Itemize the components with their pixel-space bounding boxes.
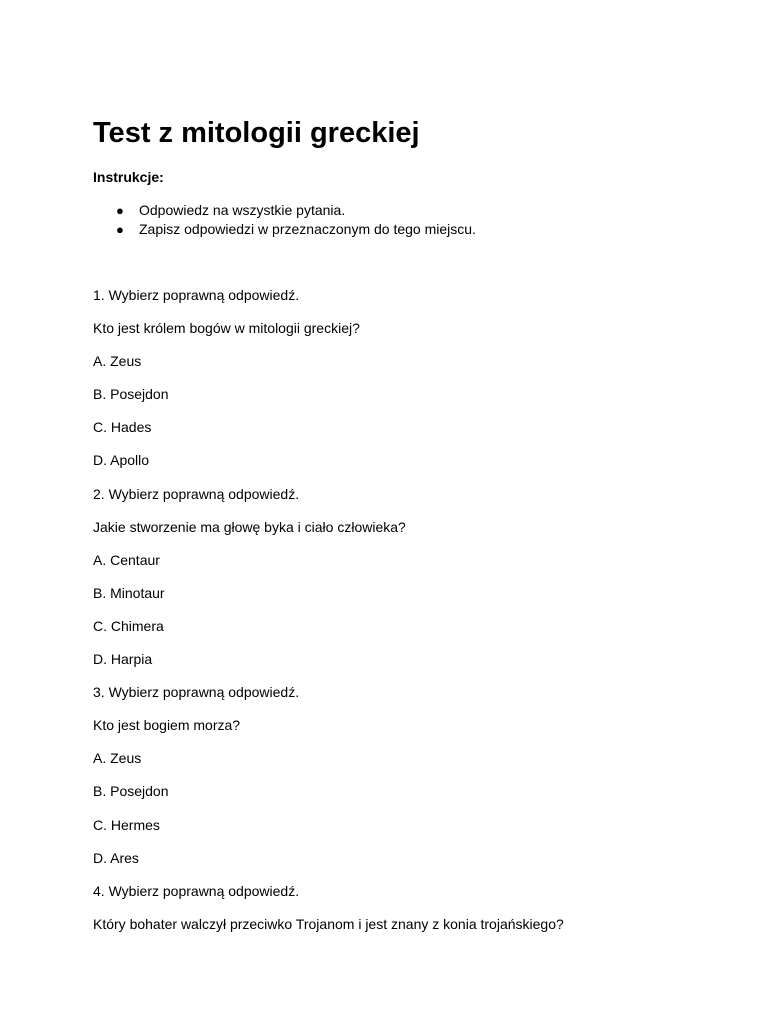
question-text: Jakie stworzenie ma głowę byka i ciało człowieka? — [93, 518, 406, 535]
question-text: Kto jest bogiem morza? — [93, 717, 241, 734]
answer-option: D. Ares — [93, 849, 139, 866]
answer-option: B. Posejdon — [93, 783, 169, 800]
bullet-icon: ● — [116, 222, 124, 237]
instruction-text: Zapisz odpowiedzi w przeznaczonym do tego miejscu. — [139, 221, 476, 237]
answer-option: A. Zeus — [93, 353, 142, 370]
question-text: Kto jest królem bogów w mitologii greckiej? — [93, 320, 360, 337]
answer-option: B. Posejdon — [93, 386, 169, 403]
question-text: Który bohater walczył przeciwko Trojanom i jest znany z konia trojańskiego? — [93, 915, 564, 932]
questions-section — [93, 286, 564, 948]
question-heading: 3. Wybierz poprawną odpowiedź. — [93, 684, 300, 701]
answer-option: B. Minotaur — [93, 584, 165, 601]
instructions-label: Instrukcje: — [93, 169, 164, 185]
answer-option: D. Harpia — [93, 651, 153, 668]
question-heading: 2. Wybierz poprawną odpowiedź. — [93, 485, 300, 502]
instruction-text: Odpowiedz na wszystkie pytania. — [139, 202, 346, 218]
answer-option: C. Chimera — [93, 617, 164, 634]
answer-option: C. Hermes — [93, 816, 160, 833]
answer-option: C. Hades — [93, 419, 152, 436]
bullet-icon: ● — [116, 203, 124, 218]
answer-option: D. Apollo — [93, 452, 150, 469]
document-title: Test z mitologii greckiej — [93, 117, 420, 149]
instructions-list — [93, 201, 476, 239]
instruction-item — [93, 201, 476, 220]
answer-option: A. Zeus — [93, 750, 142, 767]
instruction-item — [93, 220, 476, 239]
question-heading: 1. Wybierz poprawną odpowiedź. — [93, 287, 300, 303]
answer-option: A. Centaur — [93, 551, 160, 568]
question-heading: 4. Wybierz poprawną odpowiedź. — [93, 882, 300, 899]
